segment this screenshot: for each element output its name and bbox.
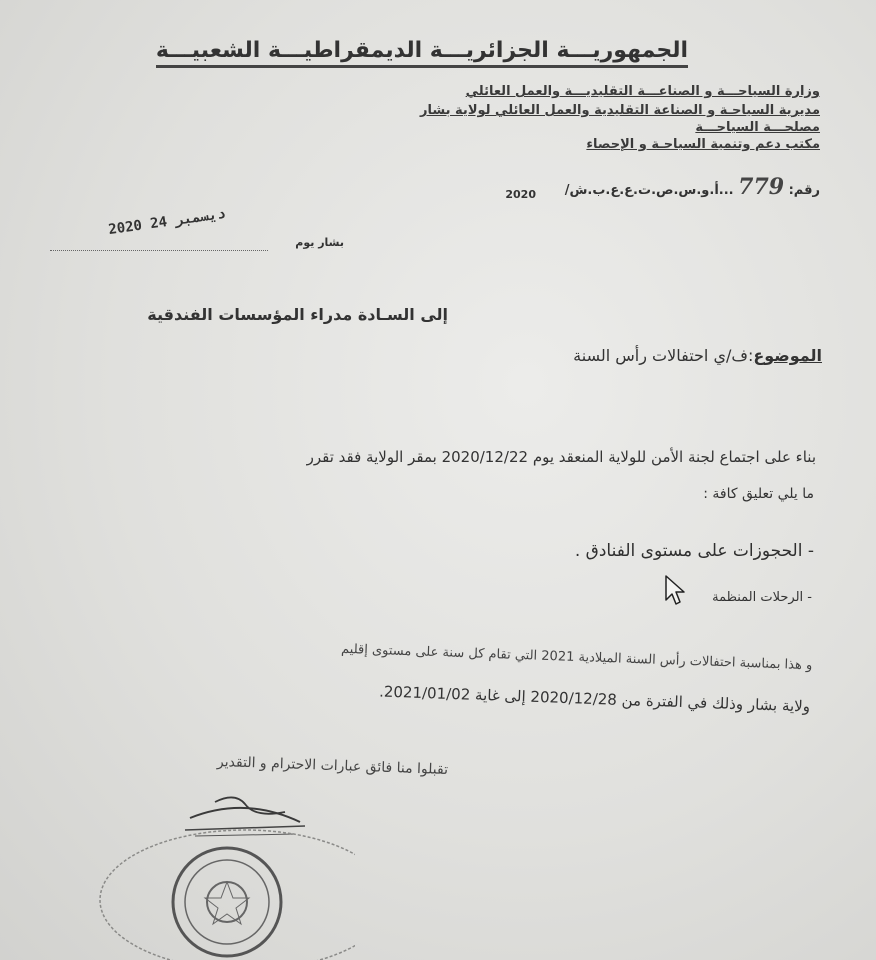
ref-label: رقم: bbox=[788, 183, 820, 198]
date-dotted-line bbox=[50, 250, 268, 251]
official-seal-icon bbox=[95, 790, 355, 960]
directorate-line: مديرية السياحـة و الصناعة التقليدية والعمل العائلي لولاية بشار bbox=[420, 103, 820, 118]
body-paragraph-4: ولاية بشار وذلك في الفترة من 2020/12/28 إلى غاية 2021/01/02. bbox=[378, 682, 811, 716]
ministry-line: وزارة السياحـــة و الصناعـــة التقليديـــة والعمل العائلي bbox=[465, 84, 820, 99]
recipient-line: إلى السـادة مدراء المؤسسات الفندقية bbox=[147, 305, 448, 324]
ref-code: ...أ.و.س.ص.ت.ع.ع.ب.ش/ bbox=[564, 183, 734, 198]
republic-title: الجمهوريـــة الجزائريـــة الديمقراطيـــة الشعبيـــة bbox=[156, 38, 688, 68]
bleed-through-text bbox=[450, 150, 456, 178]
mouse-pointer-icon bbox=[664, 574, 686, 608]
subject-text: :ف/ي احتفالات رأس السنة bbox=[573, 346, 754, 365]
bullet-trips: - الرحلات المنظمة bbox=[712, 590, 812, 605]
body-paragraph-3: و هذا بمناسبة احتفالات رأس السنة الميلادية 2021 التي تقام كل سنة على مستوى إقليم bbox=[340, 641, 813, 674]
reference-number bbox=[565, 174, 820, 200]
body-paragraph-2: ما يلي تعليق كافة : bbox=[703, 486, 814, 502]
bullet-reservations: - الحجوزات على مستوى الفنادق . bbox=[574, 541, 814, 561]
date-stamp: 2020 24 ديسمبر bbox=[107, 205, 227, 239]
subject-label: الموضوع bbox=[753, 346, 822, 365]
service-line: مصلحـــة السياحـــة bbox=[695, 120, 820, 135]
place-date-label: بشار يوم bbox=[295, 236, 344, 249]
closing-line: تقبلوا منا فائق عبارات الاحترام و التقدير bbox=[216, 753, 449, 779]
ref-year: 2020 bbox=[505, 188, 536, 201]
subject-line bbox=[573, 346, 822, 365]
ref-number: 779 bbox=[738, 174, 785, 200]
body-paragraph-1: بناء على اجتماع لجنة الأمن للولاية المنعقد يوم 2020/12/22 بمقر الولاية فقد تقرر bbox=[306, 448, 816, 466]
office-line: مكتب دعم وتنمية السياحـة و الإحصاء bbox=[586, 137, 820, 152]
